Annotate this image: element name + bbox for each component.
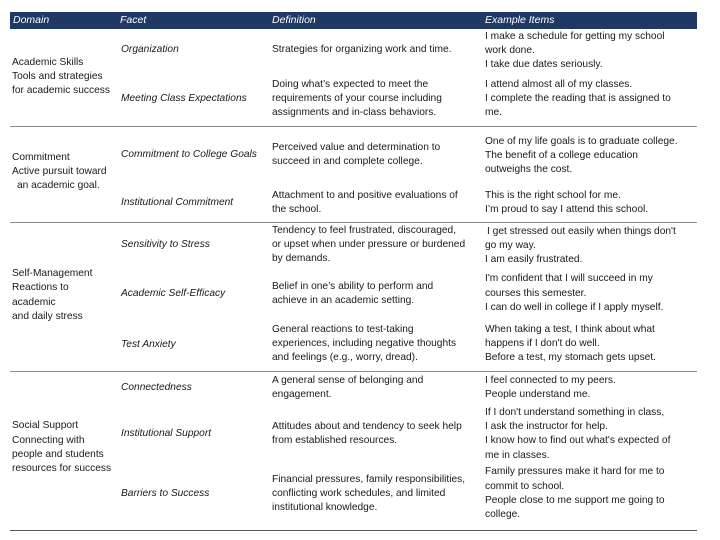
definition-text: from established resources. <box>272 435 398 446</box>
domain-description: Connecting with <box>12 435 85 446</box>
example-item: I am easily frustrated. <box>485 254 583 265</box>
definition-text: or upset when under pressure or burdened <box>272 239 466 250</box>
example-item: I know how to find out what's expected of <box>485 435 671 446</box>
example-item: college. <box>485 509 521 520</box>
definition-text: the school. <box>272 204 322 215</box>
facet: Connectedness <box>121 382 192 393</box>
example-item: happens if I don't do well. <box>485 338 600 349</box>
domain-description: Reactions to <box>12 282 69 293</box>
header-facet: Facet <box>120 14 147 26</box>
domain-description: resources for success <box>12 463 112 474</box>
example-item: I complete the reading that is assigned to <box>485 93 671 104</box>
facet: Commitment to College Goals <box>121 149 257 160</box>
facet: Sensitivity to Stress <box>121 239 210 250</box>
example-item: commit to school. <box>485 481 565 492</box>
example-item: When taking a test, I think about what <box>485 324 655 335</box>
definition-text: Tendency to feel frustrated, discouraged, <box>272 225 457 236</box>
section-divider <box>10 222 697 223</box>
definition-text: Doing what’s expected to meet the <box>272 79 429 90</box>
example-item: If I don't understand something in class, <box>485 407 665 418</box>
example-item: courses this semester. <box>485 288 587 299</box>
definition-text: achieve in an academic setting. <box>272 295 415 306</box>
example-item: This is the right school for me. <box>485 190 621 201</box>
header-domain: Domain <box>13 14 50 26</box>
example-item: One of my life goals is to graduate college. <box>485 136 678 147</box>
facet: Institutional Support <box>121 428 212 439</box>
definition-text: Belief in one’s ability to perform and <box>272 281 434 292</box>
example-item: work done. <box>485 45 535 56</box>
header-example-items: Example Items <box>485 14 555 26</box>
domain-description: Tools and strategies <box>12 71 103 82</box>
example-item: People understand me. <box>485 389 591 400</box>
definition-text: conflicting work schedules, and limited <box>272 488 446 499</box>
domain-description: for academic success <box>12 85 110 96</box>
facet: Test Anxiety <box>121 339 176 350</box>
example-item: I take due dates seriously. <box>485 59 603 70</box>
definition-text: and feelings (e.g., worry, dread). <box>272 352 418 363</box>
facet: Barriers to Success <box>121 488 210 499</box>
domain-title: Academic Skills <box>12 57 84 68</box>
table-header <box>10 12 697 29</box>
definition-text: Attachment to and positive evaluations of <box>272 190 458 201</box>
definition-text: engagement. <box>272 389 332 400</box>
domain-description: and daily stress <box>12 311 83 322</box>
facet: Meeting Class Expectations <box>121 93 247 104</box>
definition-text: succeed in and complete college. <box>272 156 423 167</box>
domain-title: Self-Management <box>12 268 93 279</box>
example-item: I attend almost all of my classes. <box>485 79 633 90</box>
definition-text: A general sense of belonging and <box>272 375 424 386</box>
definition-text: Financial pressures, family responsibilities, <box>272 474 466 485</box>
domain-description: Active pursuit toward <box>12 166 107 177</box>
table-bottom-border <box>10 530 697 531</box>
section-divider <box>10 126 697 127</box>
example-item: I can do well in college if I apply myself. <box>485 302 664 313</box>
definition-text: Attitudes about and tendency to seek help <box>272 421 462 432</box>
example-item: I ask the instructor for help. <box>485 421 608 432</box>
domain-description: an academic goal. <box>17 180 100 191</box>
example-item: I make a schedule for getting my school <box>485 31 665 42</box>
facet: Institutional Commitment <box>121 197 234 208</box>
definition-text: General reactions to test-taking <box>272 324 414 335</box>
definition-text: institutional knowledge. <box>272 502 378 513</box>
definition-text: experiences, including negative thoughts <box>272 338 457 349</box>
definition-text: assignments and in-class behaviors. <box>272 107 437 118</box>
definition-text: requirements of your course including <box>272 93 442 104</box>
definition-text: Strategies for organizing work and time. <box>272 44 452 55</box>
domain-title: Social Support <box>12 420 79 431</box>
example-item: The benefit of a college education <box>485 150 638 161</box>
domain-description: academic <box>12 297 56 308</box>
example-item: I’m proud to say I attend this school. <box>485 204 649 215</box>
definition-text: Perceived value and determination to <box>272 142 441 153</box>
example-item: I'm confident that I will succeed in my <box>485 273 653 284</box>
header-definition: Definition <box>272 14 316 26</box>
domain-title: Commitment <box>12 152 70 163</box>
example-item: I get stressed out easily when things don't <box>487 226 676 237</box>
example-item: me in classes. <box>485 450 550 461</box>
example-item: outweighs the cost. <box>485 164 573 175</box>
section-divider <box>10 371 697 372</box>
example-item: me. <box>485 107 502 118</box>
example-item: go my way. <box>485 240 536 251</box>
definition-text: by demands. <box>272 253 331 264</box>
example-item: Family pressures make it hard for me to <box>485 466 665 477</box>
facet: Organization <box>121 44 179 55</box>
facet: Academic Self-Efficacy <box>121 288 226 299</box>
example-item: People close to me support me going to <box>485 495 665 506</box>
example-item: Before a test, my stomach gets upset. <box>485 352 657 363</box>
domain-description: people and students <box>12 449 104 460</box>
example-item: I feel connected to my peers. <box>485 375 616 386</box>
